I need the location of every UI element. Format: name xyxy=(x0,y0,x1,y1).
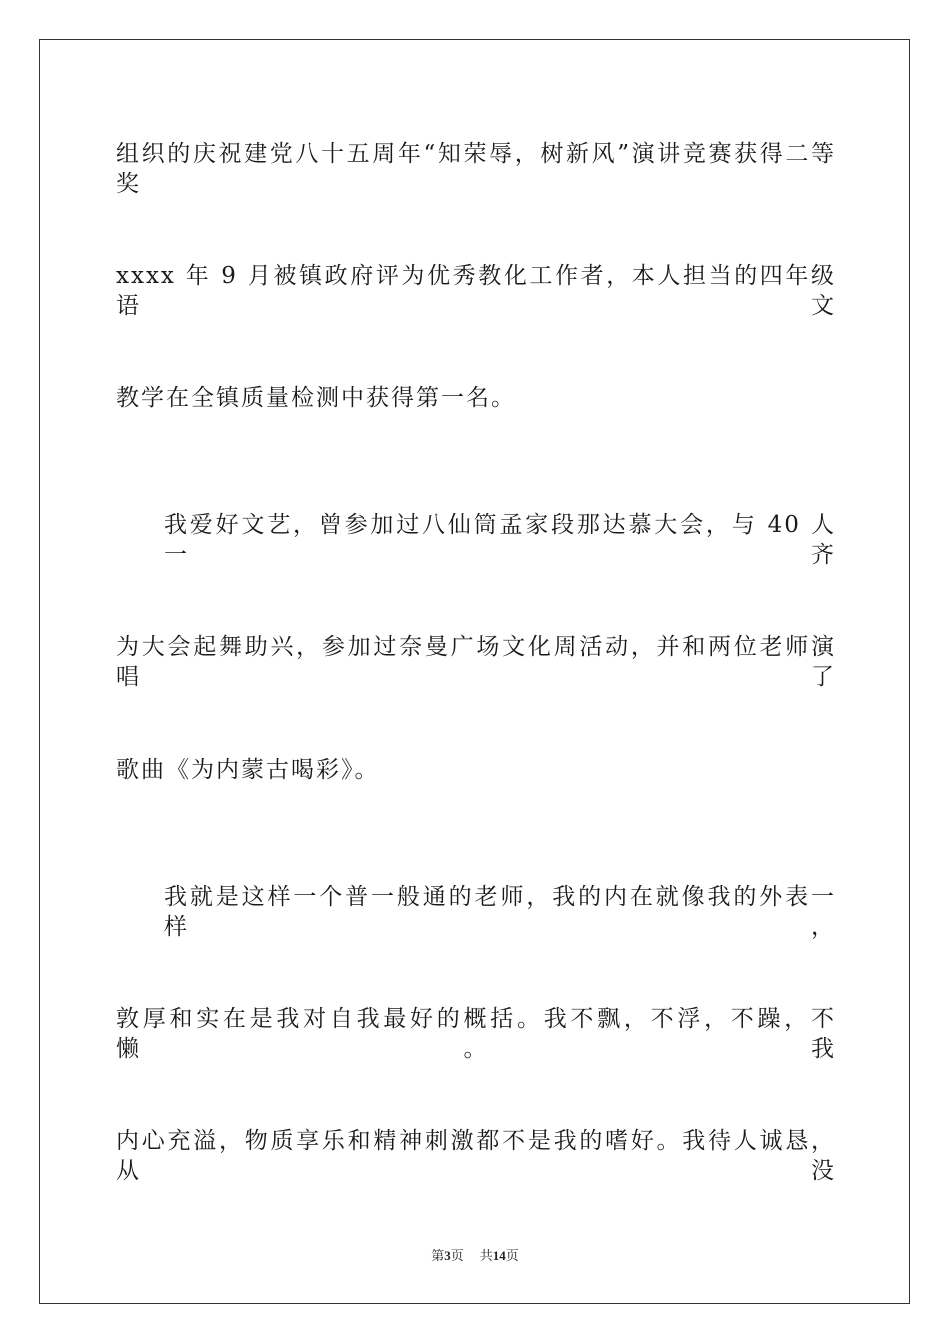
body-line-2: xxxx 年 9 月被镇政府评为优秀教化工作者，本人担当的四年级语文 xyxy=(116,263,836,319)
total-suffix: 页 xyxy=(505,1248,519,1263)
body-line-3: 教学在全镇质量检测中获得第一名。 xyxy=(116,385,516,411)
body-line-9: 内心充溢，物质享乐和精神刺激都不是我的嗜好。我待人诚恳，从没 xyxy=(116,1128,836,1184)
page-prefix: 第 xyxy=(431,1248,445,1263)
body-line-4: 我爱好文艺，曾参加过八仙筒孟家段那达慕大会，与 40 人一齐 xyxy=(164,512,836,568)
page-footer xyxy=(0,1248,950,1264)
page-total: 14 xyxy=(492,1248,506,1263)
page-suffix: 页 xyxy=(450,1248,464,1263)
body-line-1: 组织的庆祝建党八十五周年“知荣辱，树新风”演讲竞赛获得二等奖 xyxy=(116,141,836,197)
total-prefix: 共 xyxy=(479,1248,493,1263)
body-line-7: 我就是这样一个普一般通的老师，我的内在就像我的外表一样， xyxy=(164,884,836,940)
page-current: 3 xyxy=(444,1248,451,1263)
body-line-6: 歌曲《为内蒙古喝彩》。 xyxy=(116,757,380,783)
body-line-8: 敦厚和实在是我对自我最好的概括。我不飘，不浮，不躁，不懒。我 xyxy=(116,1006,836,1062)
body-line-5: 为大会起舞助兴，参加过奈曼广场文化周活动，并和两位老师演唱了 xyxy=(116,634,836,690)
